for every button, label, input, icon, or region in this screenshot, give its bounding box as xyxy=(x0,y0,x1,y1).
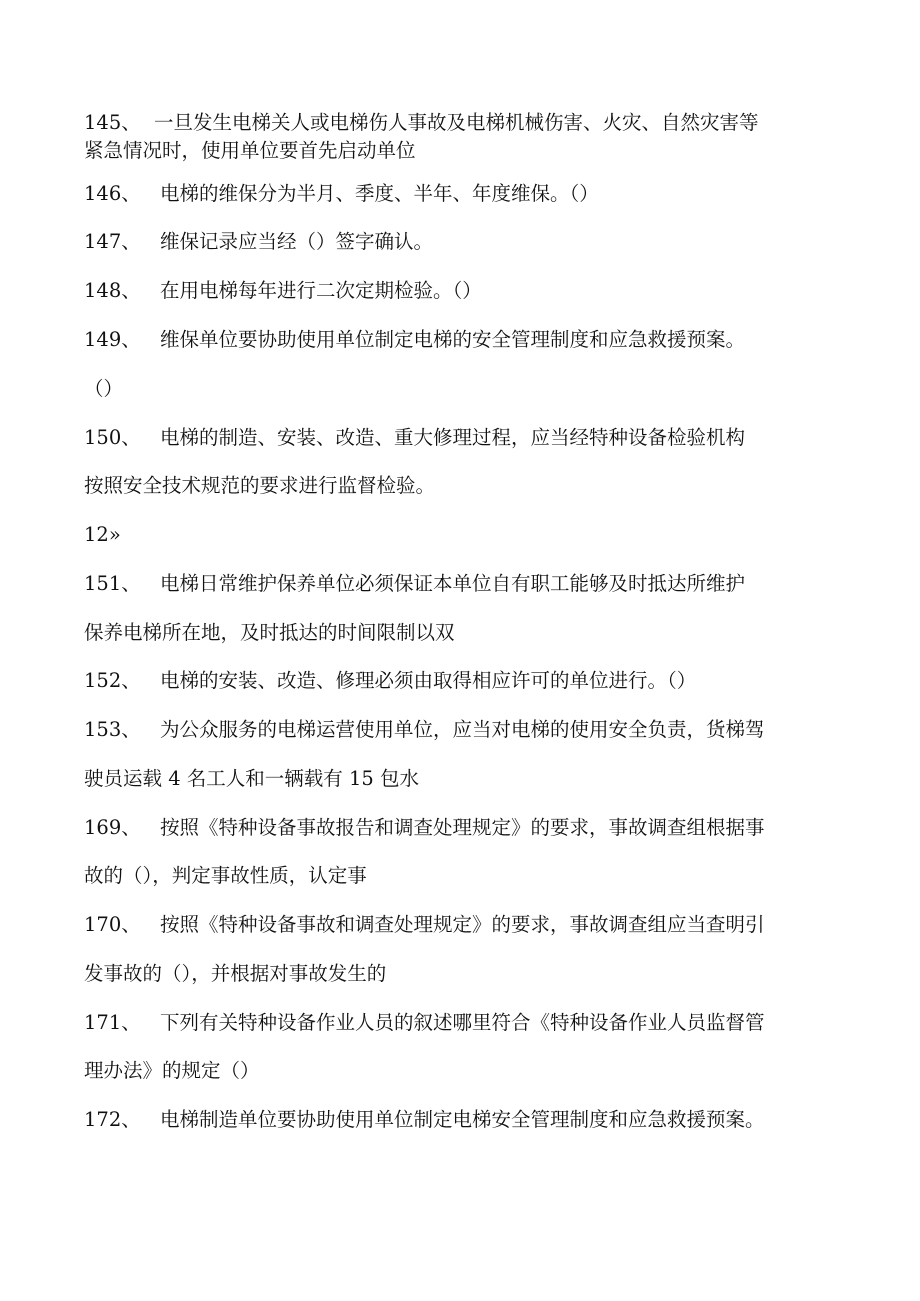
question-text-continued: 按照安全技术规范的要求进行监督检验。 xyxy=(84,474,436,497)
question-number: 145、 xyxy=(84,111,141,134)
question-172 xyxy=(84,1108,850,1132)
question-170 xyxy=(84,913,850,937)
question-150-continued xyxy=(84,474,850,498)
question-text: 维保单位要协助使用单位制定电梯的安全管理制度和应急救援预案。 xyxy=(160,328,746,351)
question-149 xyxy=(84,328,850,352)
question-number: 148、 xyxy=(84,279,141,302)
question-number: 152、 xyxy=(84,669,141,692)
question-number: 169、 xyxy=(84,816,141,839)
question-150-note xyxy=(84,523,850,547)
question-number: 150、 xyxy=(84,426,141,449)
question-145 xyxy=(84,111,850,135)
question-text-continued: 保养电梯所在地，及时抵达的时间限制以双 xyxy=(84,621,455,644)
question-153-continued xyxy=(84,767,850,791)
question-text: 按照《特种设备事故和调查处理规定》的要求，事故调查组应当查明引 xyxy=(160,913,765,936)
question-151 xyxy=(84,572,850,596)
question-145-continued xyxy=(84,139,850,163)
question-147 xyxy=(84,230,850,254)
question-151-continued xyxy=(84,621,850,645)
question-text-continued: 紧急情况时，使用单位要首先启动单位 xyxy=(84,139,416,162)
question-text-continued: （） xyxy=(84,377,124,400)
question-text: 一旦发生电梯关人或电梯伤人事故及电梯机械伤害、火灾、自然灾害等 xyxy=(154,111,759,134)
question-number: 171、 xyxy=(84,1011,141,1034)
question-148 xyxy=(84,279,850,303)
question-text: 为公众服务的电梯运营使用单位，应当对电梯的使用安全负责，货梯驾 xyxy=(160,718,765,741)
question-number: 170、 xyxy=(84,913,141,936)
question-text-continued: 故的（），判定事故性质，认定事 xyxy=(84,864,367,887)
question-170-continued xyxy=(84,962,850,986)
question-number: 151、 xyxy=(84,572,141,595)
question-number: 153、 xyxy=(84,718,141,741)
question-171 xyxy=(84,1011,850,1035)
question-text: 按照《特种设备事故报告和调查处理规定》的要求，事故调查组根据事 xyxy=(160,816,765,839)
question-150 xyxy=(84,426,850,450)
question-text-continued: 理办法》的规定（） xyxy=(84,1059,260,1082)
question-text: 电梯日常维护保养单位必须保证本单位自有职工能够及时抵达所维护 xyxy=(160,572,746,595)
question-153 xyxy=(84,718,850,742)
question-149-continued xyxy=(84,377,850,401)
question-169-continued xyxy=(84,864,850,888)
question-text: 电梯的制造、安装、改造、重大修理过程，应当经特种设备检验机构 xyxy=(160,426,746,449)
question-text: 维保记录应当经（）签字确认。 xyxy=(160,230,434,253)
question-146 xyxy=(84,182,850,206)
question-number: 172、 xyxy=(84,1108,141,1131)
question-text-continued: 驶员运载 4 名工人和一辆载有 15 包水 xyxy=(84,767,420,790)
question-text-continued: 发事故的（），并根据对事故发生的 xyxy=(84,962,387,985)
question-text: 下列有关特种设备作业人员的叙述哪里符合《特种设备作业人员监督管 xyxy=(160,1011,765,1034)
question-number: 146、 xyxy=(84,182,141,205)
question-number: 149、 xyxy=(84,328,141,351)
question-169 xyxy=(84,816,850,840)
question-152 xyxy=(84,669,850,693)
question-text: 电梯制造单位要协助使用单位制定电梯安全管理制度和应急救援预案。 xyxy=(160,1108,765,1131)
question-text: 电梯的维保分为半月、季度、半年、年度维保。（） xyxy=(160,182,599,205)
question-text: 电梯的安装、改造、修理必须由取得相应许可的单位进行。（） xyxy=(160,669,697,692)
question-171-continued xyxy=(84,1059,850,1083)
question-number: 147、 xyxy=(84,230,141,253)
question-text: 在用电梯每年进行二次定期检验。（） xyxy=(160,279,482,302)
stray-marker: 12» xyxy=(84,523,121,546)
